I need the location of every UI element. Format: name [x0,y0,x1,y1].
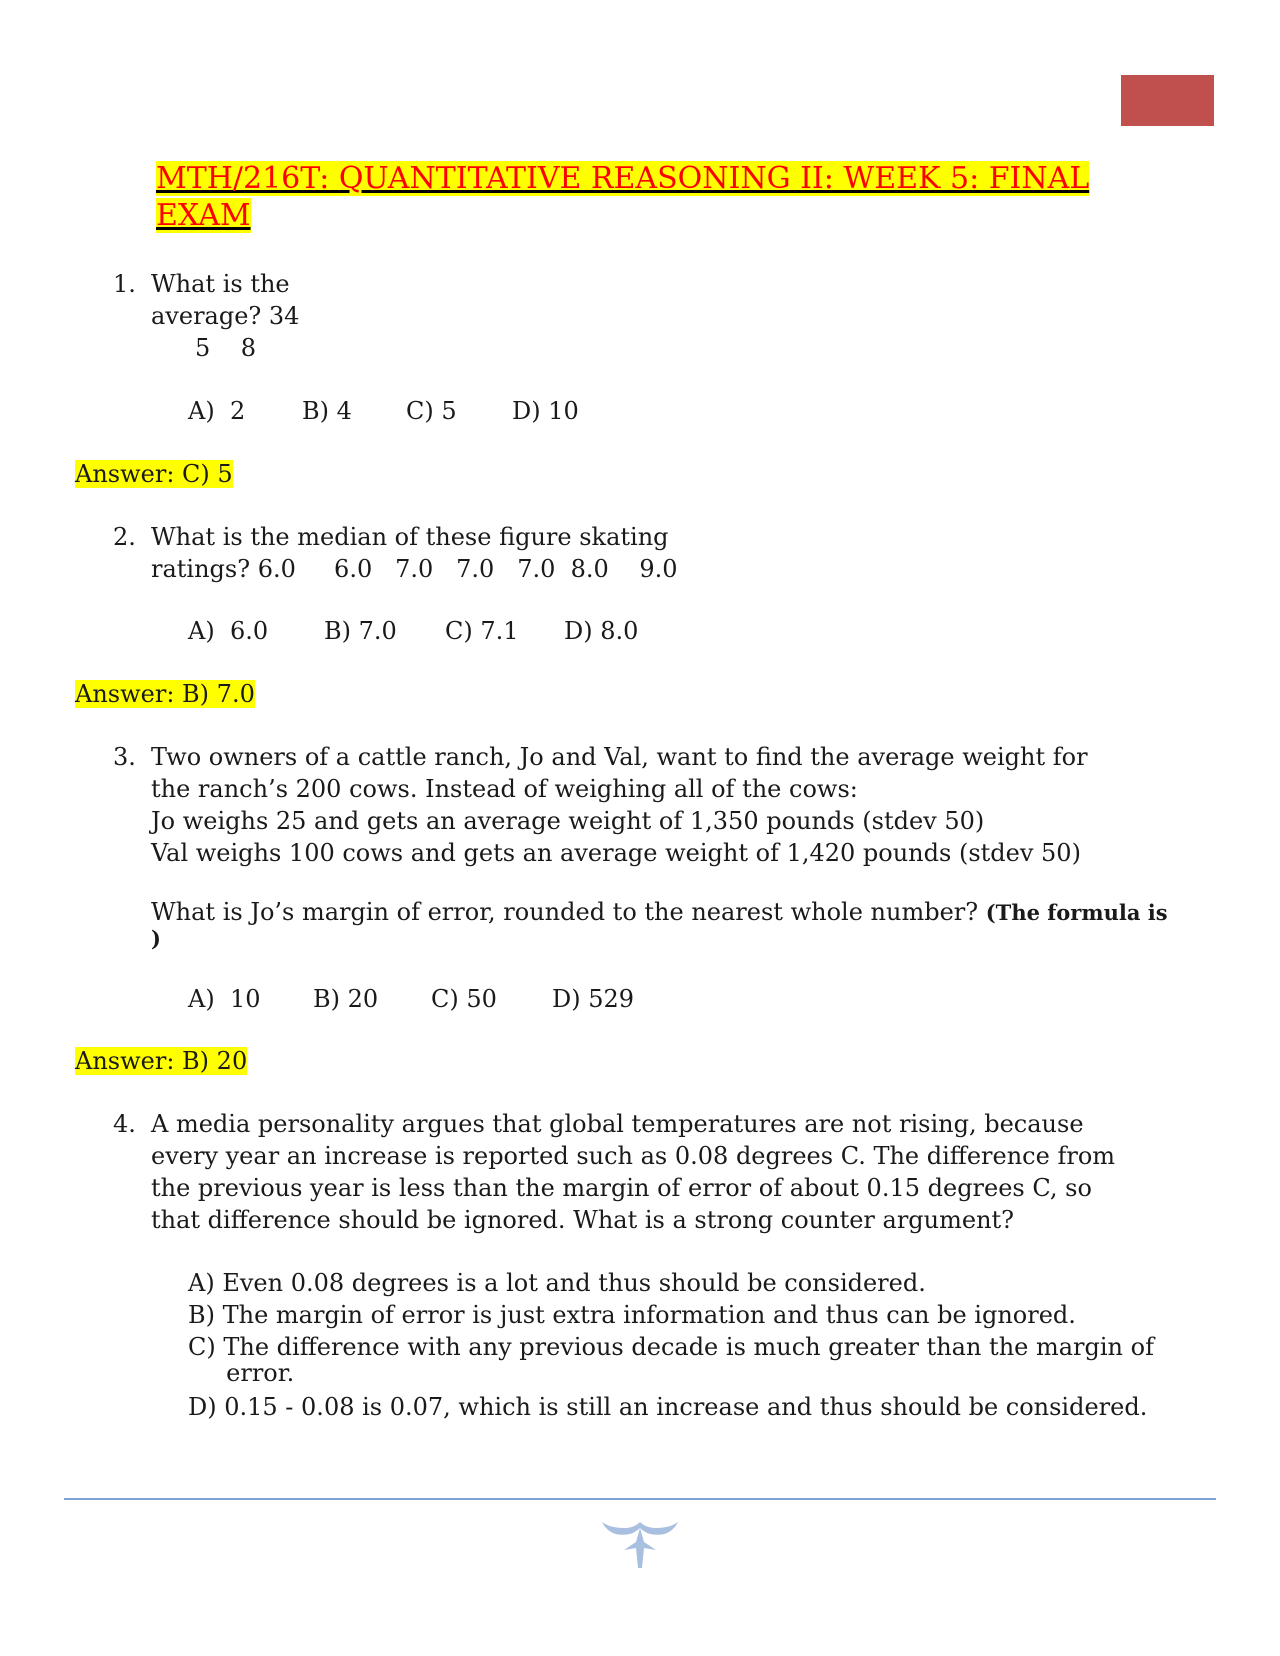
question-text-line: What is the [151,270,290,298]
answer-text: Answer: B) 20 [75,1047,248,1075]
question-text-line: every year an increase is reported such as 0.08 degrees C. The difference from [151,1142,1116,1170]
option-d: D) 529 [552,985,635,1013]
option-b: B) 4 [302,397,352,425]
question-text-line: the ranch’s 200 cows. Instead of weighing all of the cows: [151,775,858,803]
question-text-line: What is the median of these figure skating [151,523,669,551]
formula-close: ) [151,926,161,951]
title-line-2: EXAM [156,198,251,233]
answer-label [75,1045,247,1077]
question-text-line: that difference should be ignored. What is a strong counter argument? [151,1206,1015,1234]
question-text-line: Two owners of a cattle ranch, Jo and Val, want to find the average weight for [151,743,1088,771]
page-title [156,160,1116,234]
question-text-line: the previous year is less than the margin of error of about 0.15 degrees C, so [151,1174,1092,1202]
question-data-line: 5 8 [195,334,257,362]
option-d: D) 0.15 - 0.08 is 0.07, which is still an increase and thus should be considered. [188,1393,1148,1421]
option-b: B) 7.0 [324,617,397,645]
option-a: A) Even 0.08 degrees is a lot and thus should be considered. [188,1269,926,1297]
option-a: A) 10 [188,985,261,1013]
question-number: 4. [113,1110,136,1138]
answer-text: Answer: B) 7.0 [75,680,255,708]
question-number: 2. [113,523,136,551]
answer-label [75,458,233,490]
question-text-line: average? 34 [151,302,300,330]
header-color-block [1121,75,1214,126]
option-c-continued: error. [188,1359,295,1387]
footer-rule [64,1498,1216,1500]
option-d: D) 10 [512,397,579,425]
title-line-1: MTH/216T: QUANTITATIVE REASONING II: WEEK 5: FINAL [156,161,1090,196]
answer-text: Answer: C) 5 [75,460,233,488]
formula-text: (The formula is [985,900,1168,925]
option-c: C) 5 [406,397,457,425]
option-c: C) 7.1 [445,617,519,645]
question-prompt [151,896,1168,929]
question-text-line: A media personality argues that global temperatures are not rising, because [151,1110,1084,1138]
question-text-line: ratings? 6.0 6.0 7.0 7.0 7.0 8.0 9.0 [151,555,678,583]
question-text-line: Jo weighs 25 and gets an average weight of 1,350 pounds (stdev 50) [151,807,985,835]
option-c: C) 50 [431,985,497,1013]
option-c: C) The difference with any previous decade is much greater than the margin of [188,1333,1154,1361]
question-prompt-text: What is Jo’s margin of error, rounded to the nearest whole number? [151,898,986,926]
option-d: D) 8.0 [564,617,639,645]
option-b: B) 20 [313,985,379,1013]
option-a: A) 6.0 [188,617,269,645]
question-text-line: Val weighs 100 cows and gets an average weight of 1,420 pounds (stdev 50) [151,839,1081,867]
question-number: 3. [113,743,136,771]
bird-logo-icon [600,1512,680,1572]
answer-label [75,678,255,710]
option-a: A) 2 [188,397,246,425]
question-number: 1. [113,270,136,298]
option-b: B) The margin of error is just extra information and thus can be ignored. [188,1301,1076,1329]
